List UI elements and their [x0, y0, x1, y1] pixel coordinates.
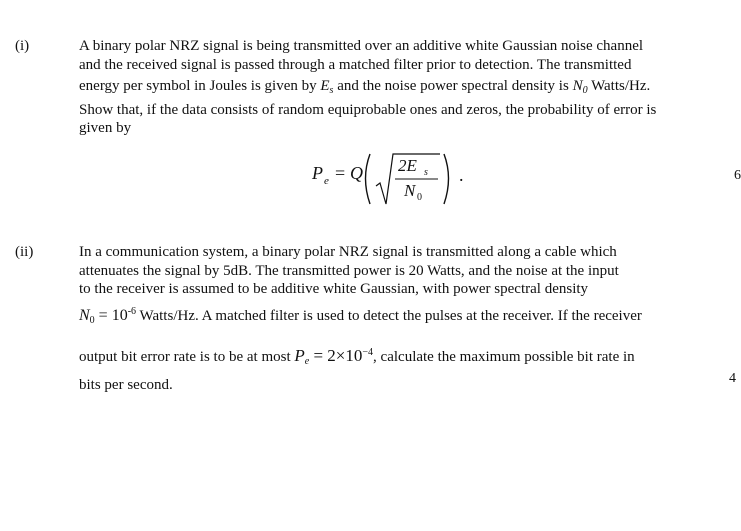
symbol-energy	[320, 78, 333, 94]
question-2-marks: 4	[729, 371, 736, 386]
formula-period: .	[459, 165, 464, 185]
q1-line-1: A binary polar NRZ signal is being transmitted over an additive white Gaussian noise channel	[79, 38, 644, 54]
symbol-N: N	[79, 306, 90, 324]
q1-line-3-part-b: and the noise power spectral density is	[337, 78, 569, 94]
formula-P-subscript: e	[324, 175, 329, 187]
q1-line-4: Show that, if the data consists of random equiprobable ones and zeros, the probability of error is	[79, 101, 657, 118]
q1-line-3-part-c: Watts/Hz.	[591, 78, 651, 94]
question-1-label: (i)	[15, 38, 30, 54]
left-paren	[366, 154, 371, 204]
formula-Q: Q	[350, 163, 363, 183]
symbol-N-subscript: 0	[582, 85, 588, 96]
noise-density-value: = 10	[94, 306, 128, 324]
ber-exponent: −4	[362, 347, 374, 358]
symbol-E-subscript: s	[329, 85, 334, 96]
q2-line-1: In a communication system, a binary polar NRZ signal is transmitted along a cable which	[79, 244, 617, 260]
q1-line-3-part-a: energy per symbol in Joules is given by	[79, 78, 317, 94]
symbol-N-subscript: 0	[89, 314, 95, 326]
right-paren	[444, 154, 449, 204]
symbol-P: P	[294, 346, 305, 365]
q2-line-6: bits per second.	[79, 376, 173, 393]
question-1-text	[79, 37, 656, 138]
question-2-text	[79, 243, 642, 394]
formula-equals: =	[335, 163, 346, 183]
symbol-P-subscript: e	[304, 356, 310, 367]
question-1-marks: 6	[734, 168, 741, 183]
q1-line-5: given by	[79, 120, 132, 136]
q2-line-4-rest: Watts/Hz. A matched filter is used to detect the pulses at the receiver. If the receiver	[136, 307, 642, 324]
error-probability-formula	[312, 150, 472, 210]
q2-line-4	[79, 303, 642, 331]
formula-P: P	[312, 163, 323, 183]
formula-numerator-subscript: s	[424, 167, 428, 178]
symbol-N: N	[572, 78, 583, 94]
formula-denominator: N	[404, 181, 416, 200]
formula-numerator: 2E	[398, 156, 417, 175]
formula-denominator-subscript: 0	[417, 192, 422, 203]
q2-line-5	[79, 344, 642, 372]
q2-line-2: attenuates the signal by 5dB. The transmitted power is 20 Watts, and the noise at the input	[79, 262, 619, 279]
symbol-noise-density	[573, 78, 588, 94]
q2-line-5-part-a: output bit error rate is to be at most	[79, 349, 291, 365]
q1-line-3	[79, 77, 656, 101]
symbol-E: E	[320, 78, 330, 94]
ber-value: = 2×10	[309, 346, 363, 365]
q2-line-3: to the receiver is assumed to be additive white Gaussian, with power spectral density	[79, 281, 589, 297]
question-2-label: (ii)	[15, 244, 34, 260]
symbol-Pe	[294, 346, 309, 365]
q1-line-2: and the received signal is passed through a matched filter prior to detection. The transmitted	[79, 56, 632, 73]
q2-line-5-part-b: , calculate the maximum possible bit rate in	[373, 349, 635, 365]
noise-density-exponent: -6	[127, 305, 137, 317]
